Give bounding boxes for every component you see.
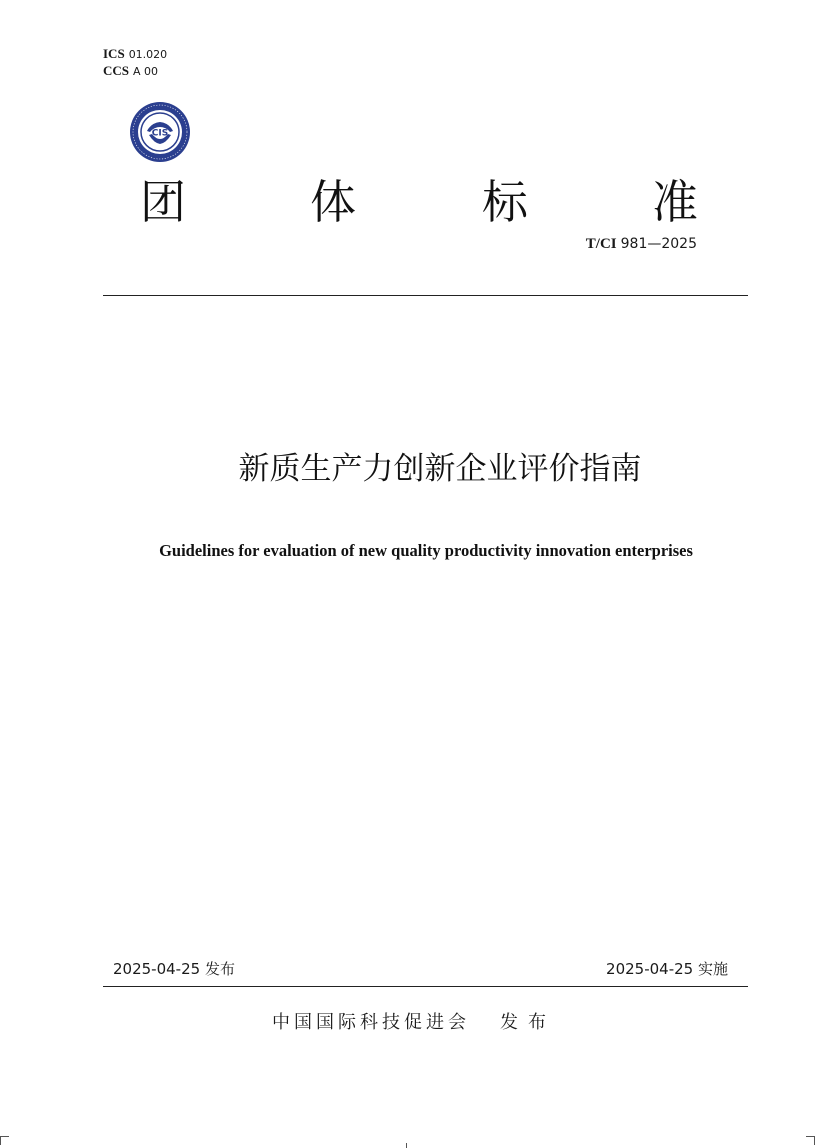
cis-emblem-icon (127, 101, 193, 163)
publisher-line (272, 1011, 556, 1035)
bottom-divider (103, 986, 748, 987)
standard-code: 981—2025 (620, 236, 697, 252)
document-title-english: Guidelines for evaluation of new quality productivity innovation enterprises (159, 541, 693, 560)
crop-mark-bottom-right (806, 1136, 815, 1145)
top-divider (103, 295, 748, 296)
doc-type-char-3: 标 (482, 175, 528, 229)
publisher-action: 发布 (500, 1012, 556, 1033)
publish-date: 2025-04-25 发布 (113, 960, 235, 978)
emblem-text: CIS (151, 128, 169, 139)
ics-code-row (103, 46, 167, 63)
classification-codes (103, 46, 167, 80)
ccs-value: A 00 (133, 65, 159, 78)
ccs-code-row (103, 63, 167, 80)
document-type-heading (140, 172, 700, 232)
cis-emblem-svg (127, 101, 193, 163)
doc-type-char-4: 准 (652, 175, 698, 229)
ics-value: 01.020 (128, 48, 168, 61)
ccs-label: CCS (103, 63, 130, 78)
implementation-date: 2025-04-25 实施 (606, 960, 728, 978)
doc-type-char-1: 团 (140, 175, 186, 229)
publisher-organization: 中国国际科技促进会 (272, 1012, 470, 1033)
standard-number (586, 236, 697, 253)
standard-prefix: T/CI (585, 236, 617, 252)
crop-mark-bottom-center (406, 1143, 407, 1148)
document-title-chinese: 新质生产力创新企业评价指南 (238, 451, 642, 487)
doc-type-char-2: 体 (310, 175, 356, 229)
ics-label: ICS (103, 46, 125, 61)
crop-mark-bottom-left (0, 1136, 9, 1145)
